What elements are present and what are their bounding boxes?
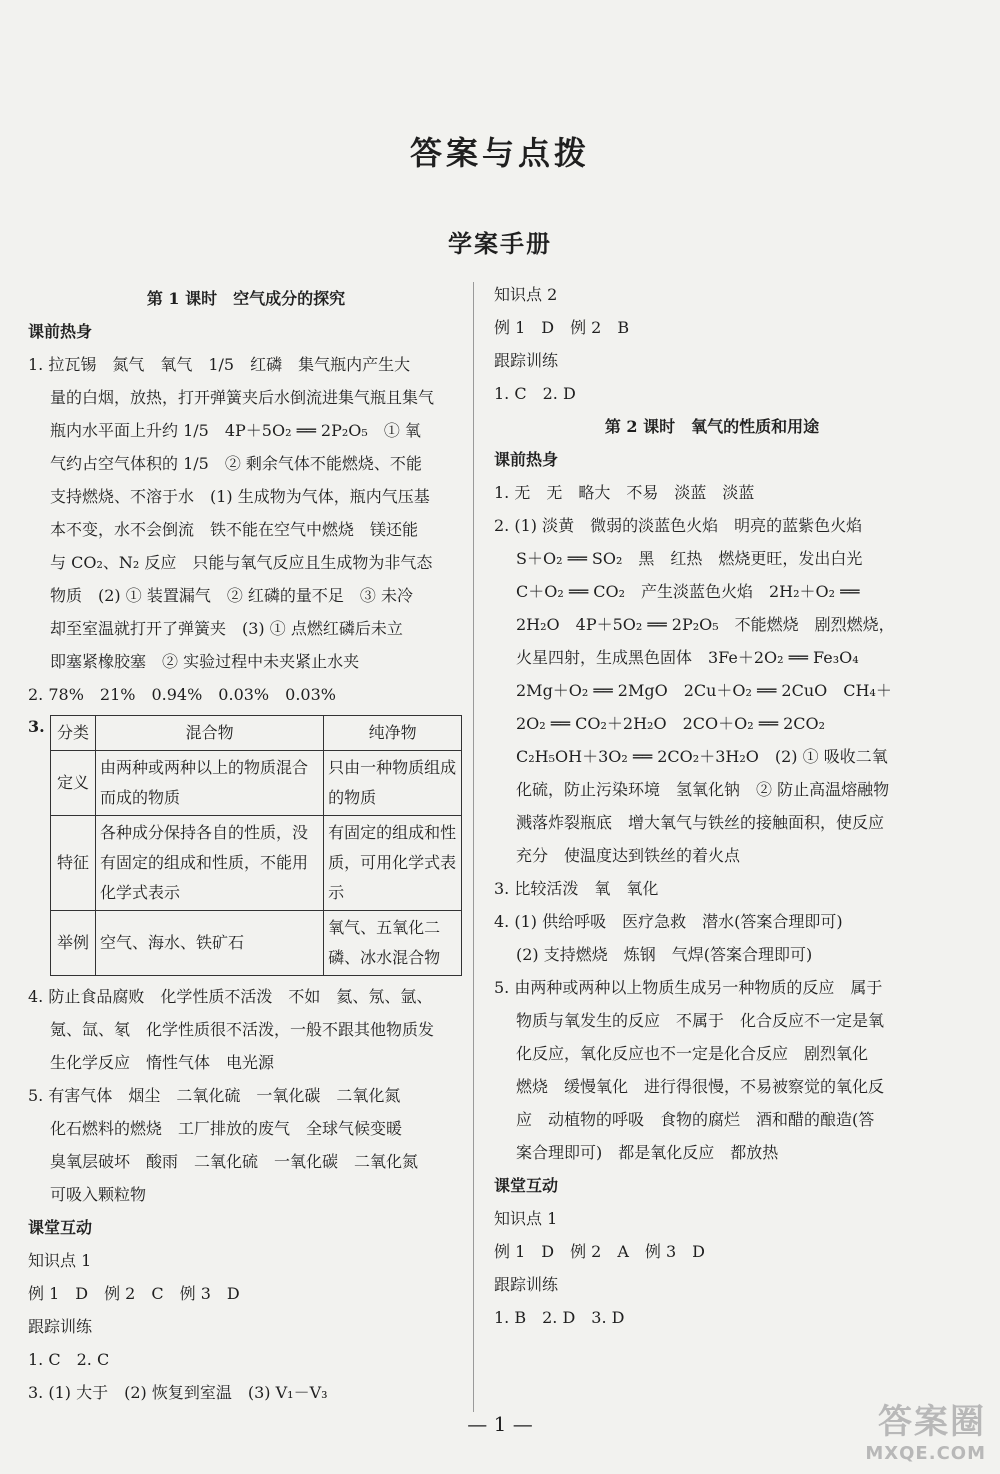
answer-line: (2) 支持燃烧 炼钢 气焊(答案合理即可)	[516, 945, 813, 964]
answer-line: 例 1 D 例 2 B	[494, 318, 630, 337]
answer-line: 支持燃烧、不溶于水 (1) 生成物为气体，瓶内气压基	[50, 487, 430, 506]
lesson-heading: 第 1 课时 空气成分的探究	[146, 289, 346, 308]
answer-line: 化反应，氧化反应也不一定是化合反应 剧烈氧化	[516, 1044, 869, 1063]
table-cell: 特征	[51, 816, 96, 911]
answer-line: 2O₂ ══ CO₂＋2H₂O 2CO＋O₂ ══ 2CO₂	[516, 714, 826, 733]
answer-line: 例 1 D 例 2 C 例 3 D	[28, 1284, 240, 1303]
table-cell: 由两种或两种以上的物质混合而成的物质	[96, 751, 324, 816]
answer-line: 充分 使温度达到铁丝的着火点	[516, 846, 741, 865]
answer-line: 1. 无 无 略大 不易 淡蓝 淡蓝	[494, 483, 755, 502]
question-number: 3.	[28, 717, 45, 736]
answer-line: 5. 由两种或两种以上物质生成另一种物质的反应 属于	[494, 978, 883, 997]
watermark-url: MXQE.COM	[865, 1443, 986, 1464]
answer-line: 知识点 1	[494, 1209, 558, 1228]
answer-line: 1. B 2. D 3. D	[494, 1308, 625, 1327]
answer-line: C₂H₅OH＋3O₂ ══ 2CO₂＋3H₂O (2) ① 吸收二氧	[516, 747, 888, 766]
answer-line: 4. 防止食品腐败 化学性质不活泼 不如 氦、氖、氩、	[28, 987, 433, 1006]
answer-line: 瓶内水平面上升约 1/5 4P＋5O₂ ══ 2P₂O₅ ① 氧	[50, 421, 421, 440]
table-cell: 空气、海水、铁矿石	[96, 911, 324, 976]
answer-line: 气约占空气体积的 1/5 ② 剩余气体不能燃烧、不能	[50, 454, 422, 473]
answer-line: 案合理即可) 都是氧化反应 都放热	[516, 1143, 779, 1162]
answer-line: 跟踪训练	[494, 1275, 559, 1294]
answer-line: 却至室温就打开了弹簧夹 (3) ① 点燃红磷后未立	[50, 619, 403, 638]
answer-line: 化石燃料的燃烧 工厂排放的废气 全球气候变暖	[50, 1119, 403, 1138]
table-cell: 氧气、五氧化二磷、冰水混合物	[324, 911, 462, 976]
left-answers-bottom	[28, 980, 464, 1409]
answer-line: 量的白烟，放热，打开弹簧夹后水倒流进集气瓶且集气	[50, 388, 435, 407]
answer-line: 与 CO₂、N₂ 反应 只能与氧气反应且生成物为非气态	[50, 553, 433, 572]
classification-table	[50, 715, 462, 976]
answer-line: 知识点 1	[28, 1251, 92, 1270]
table-cell: 举例	[51, 911, 96, 976]
watermark-text: 答案圈	[878, 1402, 986, 1442]
answer-line: 2. (1) 淡黄 微弱的淡蓝色火焰 明亮的蓝紫色火焰	[494, 516, 863, 535]
answer-line: 应 动植物的呼吸 食物的腐烂 酒和醋的酿造(答	[516, 1110, 875, 1129]
table-cell: 定义	[51, 751, 96, 816]
column-divider	[473, 282, 474, 1412]
answer-line: 跟踪训练	[28, 1317, 93, 1336]
answer-line: 3. (1) 大于 (2) 恢复到室温 (3) V₁－V₃	[28, 1383, 328, 1402]
lesson-heading: 第 2 课时 氧气的性质和用途	[604, 417, 820, 436]
answer-line: 可吸入颗粒物	[50, 1185, 147, 1204]
answer-line: 2Mg＋O₂ ══ 2MgO 2Cu＋O₂ ══ 2CuO CH₄＋	[516, 681, 892, 700]
table-row	[51, 911, 462, 976]
table-header-row	[51, 716, 462, 751]
answer-line: C＋O₂ ══ CO₂ 产生淡蓝色火焰 2H₂＋O₂ ══	[516, 582, 860, 601]
right-answers	[494, 278, 930, 1334]
left-answers-top	[28, 282, 464, 711]
left-column	[28, 282, 464, 1409]
answer-line: 3. 比较活泼 氧 氧化	[494, 879, 659, 898]
table-cell: 各种成分保持各自的性质，没有固定的组成和性质，不能用化学式表示	[96, 816, 324, 911]
right-column	[494, 278, 930, 1334]
answer-line: 化硫，防止污染环境 氢氧化钠 ② 防止高温熔融物	[516, 780, 890, 799]
answer-line: 溅落炸裂瓶底 增大氧气与铁丝的接触面积，使反应	[516, 813, 885, 832]
answer-line: 5. 有害气体 烟尘 二氧化硫 一氧化碳 二氧化氮	[28, 1086, 401, 1105]
watermark-logo	[865, 1394, 986, 1464]
table-header: 分类	[51, 716, 96, 751]
page-title: 答案与点拨	[409, 134, 590, 172]
answer-line: 本不变，水不会倒流 铁不能在空气中燃烧 镁还能	[50, 520, 419, 539]
answer-line: 例 1 D 例 2 A 例 3 D	[494, 1242, 706, 1261]
answer-line: 即塞紧橡胶塞 ② 实验过程中未夹紧止水夹	[50, 652, 360, 671]
section-heading: 课堂互动	[28, 1218, 93, 1237]
section-heading: 课堂互动	[494, 1176, 559, 1195]
answer-line: 知识点 2	[494, 285, 558, 304]
classification-question	[28, 715, 464, 976]
answer-line: 跟踪训练	[494, 351, 559, 370]
table-header: 纯净物	[324, 716, 462, 751]
page-number: — 1 —	[467, 1412, 533, 1436]
answer-line: 物质 (2) ① 装置漏气 ② 红磷的量不足 ③ 未冷	[50, 586, 414, 605]
table-row	[51, 816, 462, 911]
answer-line: 1. 拉瓦锡 氮气 氧气 1/5 红磷 集气瓶内产生大	[28, 355, 411, 374]
answer-line: 2. 78% 21% 0.94% 0.03% 0.03%	[28, 685, 336, 704]
table-cell: 只由一种物质组成的物质	[324, 751, 462, 816]
answer-line: 生化学反应 惰性气体 电光源	[50, 1053, 275, 1072]
table-cell: 有固定的组成和性质，可用化学式表示	[324, 816, 462, 911]
table-header: 混合物	[96, 716, 324, 751]
answer-line: 2H₂O 4P＋5O₂ ══ 2P₂O₅ 不能燃烧 剧烈燃烧，	[516, 615, 895, 634]
answer-line: 火星四射，生成黑色固体 3Fe＋2O₂ ══ Fe₃O₄	[516, 648, 859, 667]
answer-line: 物质与氧发生的反应 不属于 化合反应不一定是氧	[516, 1011, 885, 1030]
answer-line: 燃烧 缓慢氧化 进行得很慢，不易被察觉的氧化反	[516, 1077, 885, 1096]
answer-line: 1. C 2. C	[28, 1350, 110, 1369]
section-title: 学案手册	[448, 229, 552, 258]
section-heading: 课前热身	[494, 450, 559, 469]
answer-line: S＋O₂ ══ SO₂ 黑 红热 燃烧更旺，发出白光	[516, 549, 863, 568]
section-heading: 课前热身	[28, 322, 93, 341]
table-row	[51, 751, 462, 816]
answer-line: 氪、氙、氡 化学性质很不活泼，一般不跟其他物质发	[50, 1020, 435, 1039]
answer-line: 臭氧层破坏 酸雨 二氧化硫 一氧化碳 二氧化氮	[50, 1152, 419, 1171]
answer-line: 1. C 2. D	[494, 384, 576, 403]
answer-line: 4. (1) 供给呼吸 医疗急救 潜水(答案合理即可)	[494, 912, 843, 931]
